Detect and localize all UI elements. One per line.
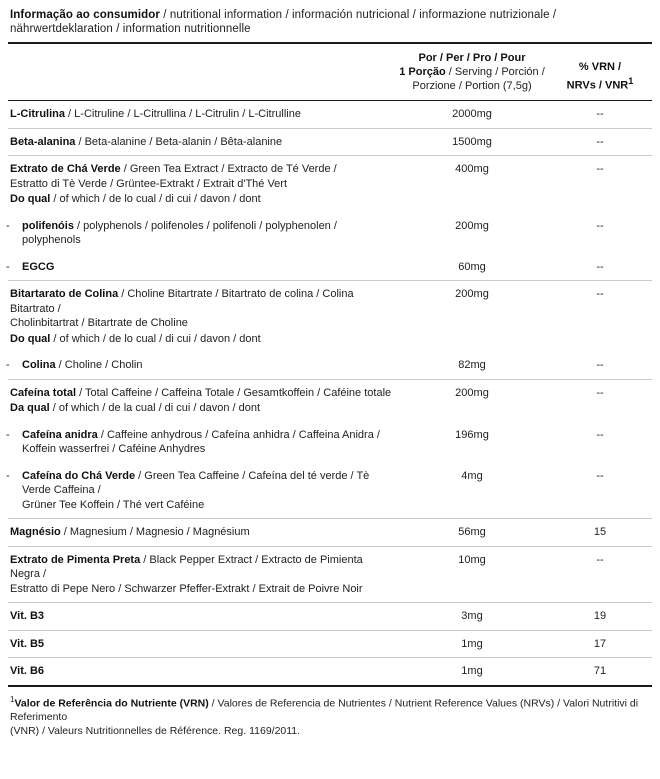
nutrient-amount: 196mg bbox=[455, 428, 489, 441]
nutrient-amount: 2000mg bbox=[396, 101, 548, 129]
nutrient-name: Extrato de Chá Verde bbox=[10, 163, 121, 175]
header-vrn-line2 bbox=[550, 74, 650, 93]
header-amount-line2 bbox=[398, 65, 546, 93]
table-row bbox=[8, 519, 652, 547]
nutrient-name: Magnésio bbox=[10, 526, 61, 538]
nutrient-amount: 1mg bbox=[396, 658, 548, 685]
nutrient-vrn: -- bbox=[548, 546, 652, 603]
sub-nutrient-name-cell bbox=[6, 219, 394, 248]
footnote-translations: / Valores de Referencia de Nutrientes / Nutrient Reference Values (NRVs) / Valori Nutritivi di Referimento bbox=[10, 697, 639, 723]
nutrient-name-translations: / Choline Bitartrate / Bitartrato de colina / Colina Bitartrato / bbox=[10, 288, 354, 315]
nutrient-amount: 10mg bbox=[396, 546, 548, 603]
table-row bbox=[8, 658, 652, 685]
label-title-primary: Informação ao consumidor bbox=[10, 9, 161, 21]
nutrient-amount: 1mg bbox=[396, 630, 548, 658]
sub-nutrient-translations: / Choline / Cholin bbox=[55, 359, 143, 371]
table-row bbox=[8, 603, 652, 631]
footnote bbox=[8, 687, 652, 739]
table-row bbox=[8, 352, 652, 379]
nutrient-name-cell bbox=[8, 156, 396, 213]
nutrient-name-cell bbox=[8, 128, 396, 156]
label-title bbox=[8, 0, 652, 42]
nutrient-name-cell bbox=[8, 630, 396, 658]
nutrient-name-translations: / Total Caffeine / Caffeina Totale / Gesamtkoffein / Caféine totale bbox=[76, 386, 392, 399]
table-row bbox=[8, 281, 652, 353]
nutrient-amount: 1500mg bbox=[396, 128, 548, 156]
table-row bbox=[8, 128, 652, 156]
nutrient-vrn: 17 bbox=[548, 630, 652, 658]
sub-nutrient-name-cell bbox=[6, 469, 394, 498]
table-row bbox=[8, 422, 652, 463]
nutrient-name-translations: / Beta-alanine / Beta-alanin / Bêta-alanine bbox=[75, 135, 283, 148]
table-body bbox=[8, 101, 652, 685]
nutrient-name: Bitartarato de Colina bbox=[10, 288, 119, 300]
sub-nutrient-name-cell bbox=[6, 428, 394, 443]
nutrient-name: Cafeína total bbox=[10, 386, 77, 399]
nutrient-name-cell bbox=[8, 101, 396, 129]
nutrient-name: L-Citrulina bbox=[10, 108, 65, 120]
nutrient-amount: 4mg bbox=[461, 469, 483, 482]
table-row bbox=[8, 213, 652, 254]
of-which-translations: / of which / de la cual / di cui / davon / dont bbox=[49, 402, 261, 414]
of-which-primary: Do qual bbox=[10, 332, 51, 345]
nutrient-name-cell bbox=[8, 254, 396, 281]
sub-nutrient-name-cell bbox=[6, 358, 394, 373]
table-row bbox=[8, 156, 652, 213]
nutrient-name-translations: / Green Tea Extract / Extracto de Té Verde / bbox=[120, 163, 337, 175]
of-which-primary: Do qual bbox=[10, 193, 51, 205]
nutrient-amount: 200mg bbox=[455, 219, 489, 232]
of-which-label bbox=[10, 192, 394, 207]
nutrient-name-cell bbox=[8, 658, 396, 685]
nutrient-amount: 200mg bbox=[396, 281, 548, 353]
nutrient-name-translations: / Black Pepper Extract / Extracto de Pimienta Negra / bbox=[10, 553, 363, 580]
nutrient-amount: 56mg bbox=[396, 519, 548, 547]
sub-nutrient-name: Cafeína anidra bbox=[22, 428, 98, 441]
nutrient-vrn: 71 bbox=[548, 658, 652, 685]
nutrient-name-cell bbox=[8, 603, 396, 631]
of-which-label bbox=[10, 332, 394, 347]
nutrient-name-cell bbox=[8, 281, 396, 353]
footnote-primary: Valor de Referência do Nutriente (VRN) bbox=[14, 697, 209, 709]
table-row bbox=[8, 379, 652, 422]
nutrient-vrn: -- bbox=[596, 469, 604, 482]
dash-bullet: - bbox=[6, 359, 10, 371]
footnote-line2: (VNR) / Valeurs Nutritionnelles de Référence. Reg. 1169/2011. bbox=[10, 725, 301, 737]
header-amount-portion: 1 Porção bbox=[399, 66, 446, 78]
nutrient-vrn: 19 bbox=[548, 603, 652, 631]
nutrient-vrn: -- bbox=[596, 359, 604, 371]
nutrient-vrn: -- bbox=[548, 379, 652, 422]
header-amount-line1: Por / Per / Pro / Pour bbox=[418, 52, 526, 64]
dash-bullet: - bbox=[6, 219, 10, 232]
nutrient-amount: 3mg bbox=[396, 603, 548, 631]
nutrient-name-translations-line2: Estratto di Tè Verde / Grüntee-Extrakt / Extrait d'Thé Vert bbox=[10, 177, 288, 190]
dash-bullet: - bbox=[6, 260, 10, 273]
nutrient-name: Vit. B3 bbox=[10, 610, 45, 622]
table-row bbox=[8, 254, 652, 281]
nutrient-name-translations: / L-Citruline / L-Citrullina / L-Citrulin / L-Citrulline bbox=[65, 108, 301, 120]
nutrient-amount: 60mg bbox=[458, 260, 486, 273]
of-which-translations: / of which / de lo cual / di cui / davon / dont bbox=[50, 332, 261, 345]
nutrition-table bbox=[8, 44, 652, 685]
nutrient-vrn: -- bbox=[548, 281, 652, 353]
of-which-translations: / of which / de lo cual / di cui / davon / dont bbox=[50, 193, 261, 205]
sub-nutrient-name: EGCG bbox=[22, 260, 55, 273]
nutrient-name-translations-line2: Estratto di Pepe Nero / Schwarzer Pfeffer-Extrakt / Extrait de Poivre Noir bbox=[10, 582, 363, 595]
header-amount-per-serving bbox=[396, 44, 548, 101]
dash-bullet: - bbox=[6, 428, 10, 441]
header-amount-portion-rest: / Serving / Porción / Porzione / Portion (7,5g) bbox=[412, 66, 545, 92]
nutrient-amount: 400mg bbox=[396, 156, 548, 213]
header-vrn-line2-text: NRVs / VNR bbox=[566, 80, 629, 92]
footnote-marker: 1 bbox=[10, 694, 15, 704]
sub-nutrient-translations: / polyphenols / polifenoles / polifenoli / polyphenolen / polyphenols bbox=[22, 219, 337, 246]
table-header bbox=[8, 44, 652, 101]
nutrient-name: Extrato de Pimenta Preta bbox=[10, 553, 141, 566]
nutrient-name-cell bbox=[8, 379, 396, 422]
nutrient-name: Beta-alanina bbox=[10, 135, 76, 148]
nutrient-vrn: -- bbox=[596, 219, 604, 232]
nutrient-amount: 200mg bbox=[396, 379, 548, 422]
sub-nutrient-name: polifenóis bbox=[22, 219, 74, 232]
header-vrn bbox=[548, 44, 652, 101]
nutrient-name: Vit. B6 bbox=[10, 665, 45, 677]
nutrient-vrn: -- bbox=[596, 428, 604, 441]
nutrient-amount: 82mg bbox=[458, 359, 486, 371]
sub-nutrient-name: Colina bbox=[22, 359, 56, 371]
nutrient-name-translations-line2: Cholinbitartrat / Bitartrate de Choline bbox=[10, 317, 188, 329]
sub-nutrient-name: Cafeína do Chá Verde bbox=[22, 469, 136, 482]
sub-nutrient-translations: / Caffeine anhydrous / Cafeína anhidra / Caffeina Anidra / bbox=[97, 428, 380, 441]
nutrient-name-cell bbox=[8, 463, 396, 519]
nutrient-name-cell bbox=[8, 422, 396, 463]
header-nutrient bbox=[8, 44, 396, 101]
sub-nutrient-translations-line2: Koffein wasserfrei / Caféine Anhydres bbox=[22, 443, 206, 455]
table-row bbox=[8, 463, 652, 519]
nutrient-name: Vit. B5 bbox=[10, 637, 45, 650]
nutrient-name-translations: / Magnesium / Magnesio / Magnésium bbox=[60, 526, 250, 538]
header-vrn-footnote-marker: 1 bbox=[628, 76, 634, 87]
dash-bullet: - bbox=[6, 469, 10, 482]
nutrient-name-cell bbox=[8, 213, 396, 254]
of-which-label bbox=[10, 401, 394, 416]
table-row bbox=[8, 630, 652, 658]
nutrient-vrn: -- bbox=[548, 156, 652, 213]
sub-nutrient-translations-line2: Grüner Tee Koffein / Thé vert Caféine bbox=[22, 498, 205, 511]
label-title-translations: / nutritional information / información nutricional / informazione nutrizionale / nährwertdeklaration / information nutritionnelle bbox=[10, 9, 557, 35]
nutrient-name-cell bbox=[8, 546, 396, 603]
table-row bbox=[8, 546, 652, 603]
nutrient-vrn: 15 bbox=[548, 519, 652, 547]
sub-nutrient-name-cell bbox=[6, 260, 394, 275]
nutrient-vrn: -- bbox=[548, 101, 652, 129]
nutrient-vrn: -- bbox=[596, 260, 604, 273]
sub-nutrient-translations: / Green Tea Caffeine / Cafeína del té verde / Tè Verde Caffeina / bbox=[22, 469, 370, 496]
nutrient-vrn: -- bbox=[548, 128, 652, 156]
table-row bbox=[8, 101, 652, 129]
header-vrn-line1: % VRN / bbox=[578, 61, 622, 74]
nutrient-name-cell bbox=[8, 519, 396, 547]
nutrient-name-cell bbox=[8, 352, 396, 379]
of-which-primary: Da qual bbox=[10, 402, 50, 414]
